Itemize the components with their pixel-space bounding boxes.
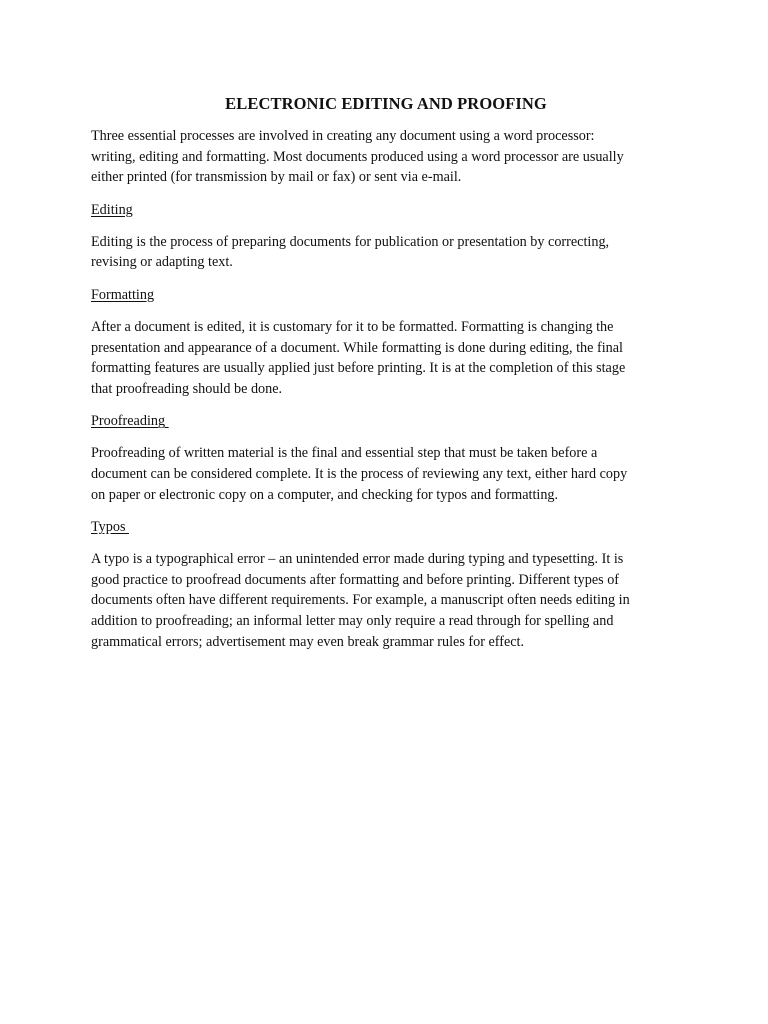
section-body-editing: Editing is the process of preparing documents for publication or presentation by correcting, revising or adapting text. [91,233,610,271]
section-heading-formatting: Formatting [91,286,155,303]
section-body-formatting: After a document is edited, it is customary for it to be formatted. Formatting is changing the presentation and appearance of a document. While formatting is done during editing, the final formatting features are usually applied just before printing. It is at the completion of this stage that proofreading should be done. [91,318,626,397]
section-body-typos: A typo is a typographical error – an unintended error made during typing and typesetting. It is good practice to proofread documents after formatting and before printing. Different types of documents often have different requirements. For example, a manuscript often needs editing in addition to proofreading; an informal letter may only require a read through for spelling and grammatical errors; advertisement may even break grammar rules for effect. [91,551,630,650]
section-body-proofreading: Proofreading of written material is the final and essential step that must be taken before a document can be considered complete. It is the process of reviewing any text, either hard copy on paper or electronic copy on a computer, and checking for typos and formatting. [91,445,628,503]
section-heading-editing: Editing [91,201,133,218]
intro-paragraph: Three essential processes are involved in creating any document using a word processor: writing, editing and formatting. Most documents produced using a word processor are usually either printed (for transmission by mail or fax) or sent via e-mail. [91,128,624,186]
section-heading-proofreading: Proofreading [91,413,169,430]
document-body [91,94,681,664]
page-title: ELECTRONIC EDITING AND PROOFING [225,94,547,113]
section-heading-typos: Typos [91,519,130,536]
